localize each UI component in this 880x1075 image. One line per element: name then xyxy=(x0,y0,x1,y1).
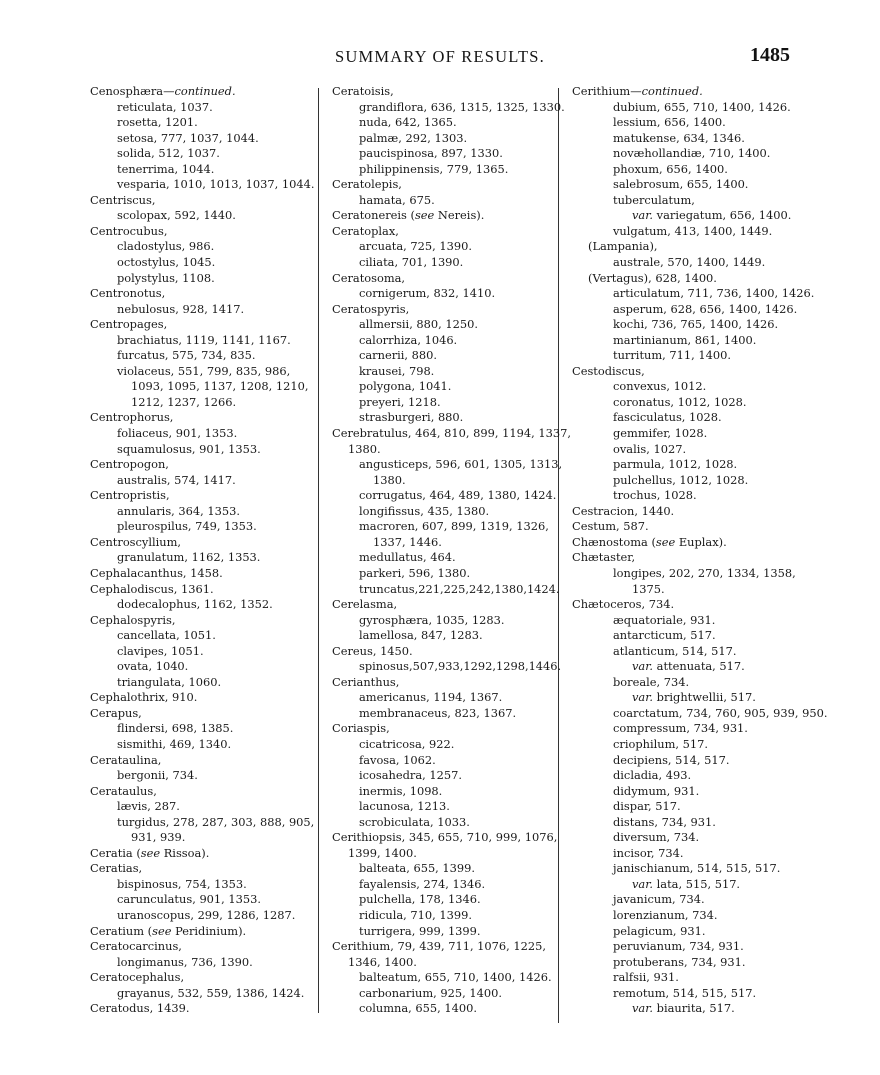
index-entry-heading: Cestodiscus, xyxy=(572,363,645,378)
index-entry: var. lata, 515, 517. xyxy=(632,876,741,891)
index-entry-heading: Cenosphæra—continued. xyxy=(90,84,236,98)
index-entry: lamellosa, 847, 1283. xyxy=(359,628,483,643)
index-entry: longipes, 202, 270, 1334, 1358, xyxy=(613,565,796,580)
index-entry-heading: Cephalodiscus, 1361. xyxy=(90,581,214,596)
index-entry: var. biaurita, 517. xyxy=(632,1001,735,1016)
index-entry: ridicula, 710, 1399. xyxy=(359,907,473,922)
index-entry-heading: Cephalothrix, 910. xyxy=(90,690,198,705)
index-entry: decipiens, 514, 517. xyxy=(613,752,730,767)
index-entry-heading: Centropages, xyxy=(90,317,168,332)
index-entry: javanicum, 734. xyxy=(613,892,705,907)
index-entry: lævis, 287. xyxy=(117,799,180,814)
index-entry: polygona, 1041. xyxy=(359,379,452,394)
index-entry-heading: Centrocubus, xyxy=(90,223,168,238)
index-entry-heading: Ceratias, xyxy=(90,861,143,876)
index-entry: 1380. xyxy=(373,472,406,487)
index-entry: grandiflora, 636, 1315, 1325, 1330. xyxy=(359,99,565,114)
index-entry: ciliata, 701, 1390. xyxy=(359,255,464,270)
index-entry: tuberculatum, xyxy=(613,192,695,207)
index-entry: articulatum, 711, 736, 1400, 1426. xyxy=(613,286,815,301)
index-entry: 1212, 1237, 1266. xyxy=(131,394,237,409)
index-entry: fasciculatus, 1028. xyxy=(613,410,722,425)
index-entry-heading: Cerithiopsis, 345, 655, 710, 999, 1076, xyxy=(332,830,558,845)
index-entry: triangulata, 1060. xyxy=(117,674,222,689)
index-entry: phoxum, 656, 1400. xyxy=(613,161,728,176)
index-entry: 1346, 1400. xyxy=(348,954,417,969)
index-entry: annularis, 364, 1353. xyxy=(117,503,240,518)
index-entry-heading: Centroscyllium, xyxy=(90,534,182,549)
index-entry-heading: Cestracion, 1440. xyxy=(572,503,675,518)
index-entry: arcuata, 725, 1390. xyxy=(359,239,472,254)
index-entry: trochus, 1028. xyxy=(613,488,697,503)
index-entry: solida, 512, 1037. xyxy=(117,146,220,161)
page-title: SUMMARY OF RESULTS. xyxy=(334,47,545,66)
index-entry: palmæ, 292, 1303. xyxy=(359,130,468,145)
index-entry: violaceus, 551, 799, 835, 986, xyxy=(117,363,291,378)
index-entry-heading: Chænostoma (see Euplax). xyxy=(572,534,727,549)
index-entry: æquatoriale, 931. xyxy=(613,612,716,627)
index-entry-heading: Centrophorus, xyxy=(90,410,174,425)
index-entry: coronatus, 1012, 1028. xyxy=(613,394,747,409)
index-entry-heading: Ceratodus, 1439. xyxy=(90,1001,190,1016)
index-entry: ovalis, 1027. xyxy=(613,441,687,456)
index-entry: boreale, 734. xyxy=(613,674,690,689)
index-entry: balteatum, 655, 710, 1400, 1426. xyxy=(359,970,552,985)
index-entry-heading: Ceratolepis, xyxy=(332,177,402,192)
index-column-1 xyxy=(90,84,320,1017)
index-entry: diversum, 734. xyxy=(613,830,700,845)
index-entry: balteata, 655, 1399. xyxy=(359,861,476,876)
index-entry: clavipes, 1051. xyxy=(117,643,204,658)
index-entry: longimanus, 736, 1390. xyxy=(117,954,253,969)
index-entry-heading: Ceratia (see Rissoa). xyxy=(90,845,210,860)
index-entry-heading: Centropogon, xyxy=(90,457,169,472)
index-entry: 1093, 1095, 1137, 1208, 1210, xyxy=(131,379,309,394)
index-entry: 931, 939. xyxy=(131,830,186,845)
index-entry: strasburgeri, 880. xyxy=(359,410,464,425)
index-entry-heading: Centropristis, xyxy=(90,488,170,503)
index-entry: uranoscopus, 299, 1286, 1287. xyxy=(117,907,296,922)
index-column-3 xyxy=(572,84,828,1017)
index-entry: convexus, 1012. xyxy=(613,379,707,394)
index-entry: protuberans, 734, 931. xyxy=(613,954,746,969)
index-entry: australis, 574, 1417. xyxy=(117,472,236,487)
index-entry: pulchella, 178, 1346. xyxy=(359,892,481,907)
index-entry: cicatricosa, 922. xyxy=(359,736,455,751)
index-entry-heading: Ceratium (see Peridinium). xyxy=(90,923,247,938)
index-entry-heading: Ceratonereis (see Nereis). xyxy=(332,208,485,223)
index-entry: ovata, 1040. xyxy=(117,659,189,674)
index-entry: pleurospilus, 749, 1353. xyxy=(117,519,257,534)
index-entry: vulgatum, 413, 1400, 1449. xyxy=(613,223,773,238)
index-entry-heading: Cerianthus, xyxy=(332,674,400,689)
index-entry: flindersi, 698, 1385. xyxy=(117,721,234,736)
index-entry: corrugatus, 464, 489, 1380, 1424. xyxy=(359,488,557,503)
index-entry: vesparia, 1010, 1013, 1037, 1044. xyxy=(117,177,315,192)
index-entry-heading: Ceratosoma, xyxy=(332,270,406,285)
index-entry: americanus, 1194, 1367. xyxy=(359,690,503,705)
index-entry: martinianum, 861, 1400. xyxy=(613,332,757,347)
index-entry: squamulosus, 901, 1353. xyxy=(117,441,261,456)
index-entry: turrigera, 999, 1399. xyxy=(359,923,481,938)
index-entry-heading: Chætoceros, 734. xyxy=(572,597,675,612)
index-entry: salebrosum, 655, 1400. xyxy=(613,177,749,192)
index-entry: novæhollandiæ, 710, 1400. xyxy=(613,146,771,161)
index-entry-heading: Cereus, 1450. xyxy=(332,643,413,658)
index-entry: allmersii, 880, 1250. xyxy=(359,317,479,332)
index-entry: matukense, 634, 1346. xyxy=(613,130,745,145)
index-entry: brachiatus, 1119, 1141, 1167. xyxy=(117,332,291,347)
index-entry: spinosus,507,933,1292,1298,1446. xyxy=(359,659,562,674)
index-entry: gemmifer, 1028. xyxy=(613,426,708,441)
index-entry: (Vertagus), 628, 1400. xyxy=(588,270,717,285)
index-entry: cladostylus, 986. xyxy=(117,239,215,254)
index-entry: preyeri, 1218. xyxy=(359,394,441,409)
index-entry-heading: Cephalacanthus, 1458. xyxy=(90,565,223,580)
index-entry: longifissus, 435, 1380. xyxy=(359,503,490,518)
index-entry: nebulosus, 928, 1417. xyxy=(117,301,245,316)
index-entry: parkeri, 596, 1380. xyxy=(359,565,471,580)
index-entry: sismithi, 469, 1340. xyxy=(117,736,232,751)
index-entry: dicladia, 493. xyxy=(613,768,692,783)
index-entry: asperum, 628, 656, 1400, 1426. xyxy=(613,301,798,316)
index-entry: criophilum, 517. xyxy=(613,736,708,751)
index-entry: scolopax, 592, 1440. xyxy=(117,208,236,223)
index-entry: polystylus, 1108. xyxy=(117,270,215,285)
index-entry: dodecalophus, 1162, 1352. xyxy=(117,597,273,612)
index-entry: 1399, 1400. xyxy=(348,845,417,860)
page-number: 1485 xyxy=(750,44,790,66)
index-entry: furcatus, 575, 734, 835. xyxy=(117,348,256,363)
index-entry: kochi, 736, 765, 1400, 1426. xyxy=(613,317,779,332)
index-entry: peruvianum, 734, 931. xyxy=(613,939,744,954)
index-entry: coarctatum, 734, 760, 905, 939, 950. xyxy=(613,705,828,720)
index-entry: compressum, 734, 931. xyxy=(613,721,748,736)
index-entry: 1380. xyxy=(348,441,381,456)
index-entry: cornigerum, 832, 1410. xyxy=(359,286,496,301)
index-entry: nuda, 642, 1365. xyxy=(359,115,457,130)
index-entry: pulchellus, 1012, 1028. xyxy=(613,472,749,487)
index-entry: foliaceus, 901, 1353. xyxy=(117,426,238,441)
index-entry: carnerii, 880. xyxy=(359,348,438,363)
index-entry: macroren, 607, 899, 1319, 1326, xyxy=(359,519,549,534)
index-entry: didymum, 931. xyxy=(613,783,700,798)
index-entry-heading: Cerelasma, xyxy=(332,597,398,612)
index-column-2 xyxy=(332,84,571,1017)
index-entry: australe, 570, 1400, 1449. xyxy=(613,255,766,270)
index-entry-heading: Coriaspis, xyxy=(332,721,390,736)
index-entry: parmula, 1012, 1028. xyxy=(613,457,738,472)
index-entry-heading: Cerataulus, xyxy=(90,783,157,798)
index-entry: paucispinosa, 897, 1330. xyxy=(359,146,503,161)
index-entry: lessium, 656, 1400. xyxy=(613,115,726,130)
index-entry: turgidus, 278, 287, 303, 888, 905, xyxy=(117,814,315,829)
index-entry: antarcticum, 517. xyxy=(613,628,716,643)
index-entry-heading: Cephalospyris, xyxy=(90,612,176,627)
index-entry: grayanus, 532, 559, 1386, 1424. xyxy=(117,985,305,1000)
index-entry: philippinensis, 779, 1365. xyxy=(359,161,509,176)
index-entry: distans, 734, 931. xyxy=(613,814,716,829)
index-entry: dispar, 517. xyxy=(613,799,681,814)
index-entry-heading: Cerataulina, xyxy=(90,752,162,767)
index-entry: atlanticum, 514, 517. xyxy=(613,643,737,658)
index-entry-heading: Cerebratulus, 464, 810, 899, 1194, 1337, xyxy=(332,426,571,441)
index-entry-heading: Cerithium—continued. xyxy=(572,84,703,98)
index-entry: calorrhiza, 1046. xyxy=(359,332,458,347)
index-entry: angusticeps, 596, 601, 1305, 1313, xyxy=(359,457,563,472)
index-entry-heading: Cestum, 587. xyxy=(572,519,649,534)
index-entry: dubium, 655, 710, 1400, 1426. xyxy=(613,99,791,114)
index-entry: krausei, 798. xyxy=(359,363,435,378)
index-entry-heading: Centriscus, xyxy=(90,192,156,207)
index-entry: setosa, 777, 1037, 1044. xyxy=(117,130,259,145)
index-entry: rosetta, 1201. xyxy=(117,115,198,130)
index-entry: bispinosus, 754, 1353. xyxy=(117,876,247,891)
index-entry: cancellata, 1051. xyxy=(117,628,216,643)
index-entry: hamata, 675. xyxy=(359,192,435,207)
index-entry: reticulata, 1037. xyxy=(117,99,213,114)
index-entry: var. variegatum, 656, 1400. xyxy=(632,208,792,223)
index-entry: var. attenuata, 517. xyxy=(632,659,745,674)
index-entry: fayalensis, 274, 1346. xyxy=(359,876,486,891)
index-entry: pelagicum, 931. xyxy=(613,923,706,938)
index-entry: 1375. xyxy=(632,581,665,596)
index-entry: scrobiculata, 1033. xyxy=(359,814,470,829)
index-entry: janischianum, 514, 515, 517. xyxy=(613,861,781,876)
index-entry-heading: Ceratoplax, xyxy=(332,223,399,238)
index-entry: lorenzianum, 734. xyxy=(613,907,718,922)
index-entry: carunculatus, 901, 1353. xyxy=(117,892,262,907)
index-entry: medullatus, 464. xyxy=(359,550,456,565)
index-entry: ralfsii, 931. xyxy=(613,970,679,985)
index-entry: granulatum, 1162, 1353. xyxy=(117,550,261,565)
index-entry: gyrosphæra, 1035, 1283. xyxy=(359,612,505,627)
index-entry: bergonii, 734. xyxy=(117,768,198,783)
index-entry-heading: Ceratocephalus, xyxy=(90,970,185,985)
index-entry: favosa, 1062. xyxy=(359,752,436,767)
index-entry: incisor, 734. xyxy=(613,845,684,860)
index-entry: lacunosa, 1213. xyxy=(359,799,450,814)
index-entry: icosahedra, 1257. xyxy=(359,768,462,783)
index-entry: membranaceus, 823, 1367. xyxy=(359,705,517,720)
index-entry-heading: Chætaster, xyxy=(572,550,636,565)
index-entry-heading: Ceratoisis, xyxy=(332,84,394,98)
index-entry-heading: Cerithium, 79, 439, 711, 1076, 1225, xyxy=(332,939,547,954)
index-entry: var. brightwellii, 517. xyxy=(632,690,756,705)
index-entry-heading: Ceratocarcinus, xyxy=(90,939,182,954)
index-entry: turritum, 711, 1400. xyxy=(613,348,731,363)
index-entry: truncatus,221,225,242,1380,1424. xyxy=(359,581,560,596)
index-entry: columna, 655, 1400. xyxy=(359,1001,477,1016)
index-entry: (Lampania), xyxy=(588,239,658,254)
index-entry: octostylus, 1045. xyxy=(117,255,216,270)
index-entry: carbonarium, 925, 1400. xyxy=(359,985,502,1000)
index-entry-heading: Cerapus, xyxy=(90,705,142,720)
index-entry: remotum, 514, 515, 517. xyxy=(613,985,757,1000)
index-entry: inermis, 1098. xyxy=(359,783,443,798)
index-entry: tenerrima, 1044. xyxy=(117,161,215,176)
index-entry: 1337, 1446. xyxy=(373,534,442,549)
index-entry-heading: Centronotus, xyxy=(90,286,166,301)
index-entry-heading: Ceratospyris, xyxy=(332,301,410,316)
